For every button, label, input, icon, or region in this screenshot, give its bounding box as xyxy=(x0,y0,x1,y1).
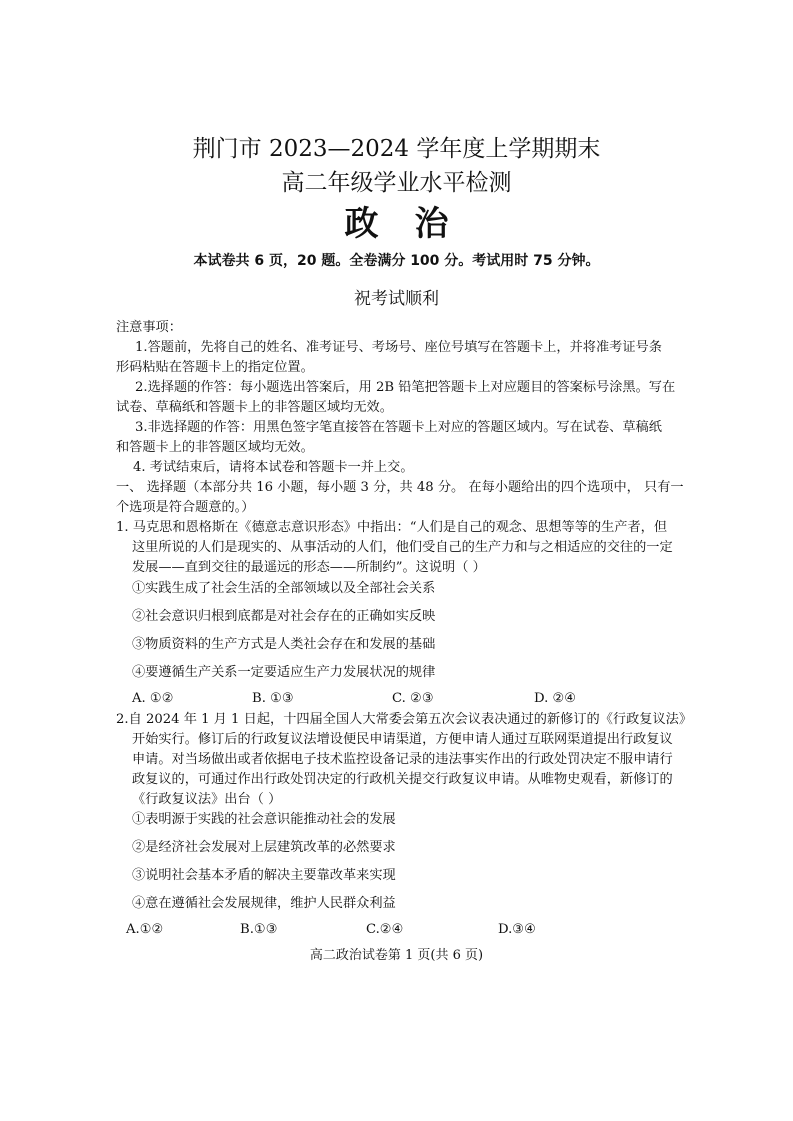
question-2-statement-3: ③说明社会基本矛盾的解决主要靠改革来实现 xyxy=(132,868,396,883)
instruction-3-line1: 3.非选择题的作答：用黑色签字笔直接答在答题卡上对应的答题区域内。写在试卷、草稿纸 xyxy=(135,420,662,435)
question-1-choice-c: C. ②③ xyxy=(392,691,434,706)
exam-info: 本试卷共 6 页，20 题。全卷满分 100 分。考试用时 75 分钟。 xyxy=(193,253,600,269)
question-2-statement-2: ②是经济社会发展对上层建筑改革的必然要求 xyxy=(132,840,396,855)
question-2-choice-b: B.①③ xyxy=(240,922,278,937)
instruction-4: 4. 考试结束后，请将本试卷和答题卡一并上交。 xyxy=(133,460,414,475)
question-1-stem-line1: 1. 马克思和恩格斯在《德意志意识形态》中指出：“人们是自己的观念、思想等等的生产者，但 xyxy=(116,520,668,535)
question-1-choice-b: B. ①③ xyxy=(252,691,294,706)
question-2-statement-4: ④意在遵循社会发展规律，维护人民群众利益 xyxy=(132,896,396,911)
instruction-3-line2: 和答题卡上的非答题区域均无效。 xyxy=(116,440,314,455)
question-2-stem-line1: 2.自 2024 年 1 月 1 日起，十四届全国人大常委会第五次会议表决通过的新修订的《行政复议法》 xyxy=(116,712,693,727)
page-footer: 高二政治试卷第 1 页(共 6 页) xyxy=(309,948,484,963)
question-2-stem-line5: 《行政复议法》出台（ ） xyxy=(132,792,282,807)
question-2-stem-line2: 开始实行。修订后的行政复议法增设便民申请渠道，方便申请人通过互联网渠道提出行政复议 xyxy=(132,732,673,747)
question-1-stem-line2: 这里所说的人们是现实的、从事活动的人们，他们受自己的生产力和与之相适应的交往的一定 xyxy=(132,540,673,555)
question-1-choice-a: A. ①② xyxy=(132,691,174,706)
exam-title-line1: 荆门市 2023—2024 学年度上学期期末 xyxy=(192,136,601,162)
question-2-statement-1: ①表明源于实践的社会意识能推动社会的发展 xyxy=(132,812,396,827)
instruction-1-line2: 形码粘贴在答题卡上的指定位置。 xyxy=(116,360,314,375)
question-1-stem-line3: 发展——直到交往的最遥远的形态——所制约”。这说明（ ） xyxy=(132,560,486,575)
question-2-stem-line4: 政复议的，可通过作出行政处罚决定的行政机关提交行政复议申请。从唯物史观看，新修订的 xyxy=(132,772,673,787)
question-1-statement-4: ④要遵循生产关系一定要适应生产力发展状况的规律 xyxy=(132,665,436,680)
instruction-2-line2: 试卷、草稿纸和答题卡上的非答题区域均无效。 xyxy=(116,400,393,415)
good-luck-text: 祝考试顺利 xyxy=(354,289,439,309)
subject-title: 政治 xyxy=(344,204,485,244)
question-1-choice-d: D. ②④ xyxy=(534,691,577,706)
question-1-statement-2: ②社会意识归根到底都是对社会存在的正确如实反映 xyxy=(132,609,436,624)
question-2-choice-d: D.③④ xyxy=(498,922,536,937)
section-1-header-line2: 个选项是符合题意的。） xyxy=(116,500,255,515)
question-2-choice-a: A.①② xyxy=(126,922,164,937)
question-1-statement-1: ①实践生成了社会生活的全部领域以及全部社会关系 xyxy=(132,581,436,596)
instruction-1-line1: 1.答题前，先将自己的姓名、准考证号、考场号、座位号填写在答题卡上，并将准考证号条 xyxy=(135,340,662,355)
question-1-statement-3: ③物质资料的生产方式是人类社会存在和发展的基础 xyxy=(132,637,436,652)
instruction-2-line1: 2.选择题的作答：每小题选出答案后，用 2B 铅笔把答题卡上对应题目的答案标号涂黑。写在 xyxy=(135,380,676,395)
question-2-stem-line3: 申请。对当场做出或者依据电子技术监控设备记录的违法事实作出的行政处罚决定不服申请行 xyxy=(132,752,673,767)
question-2-choice-c: C.②④ xyxy=(366,922,404,937)
section-1-header-line1: 一、 选择题（本部分共 16 小题，每小题 3 分，共 48 分。 在每小题给出的四个选项中， 只有一 xyxy=(116,480,684,495)
instructions-heading: 注意事项： xyxy=(116,320,182,335)
exam-title-line2: 高二年级学业水平检测 xyxy=(281,170,512,196)
